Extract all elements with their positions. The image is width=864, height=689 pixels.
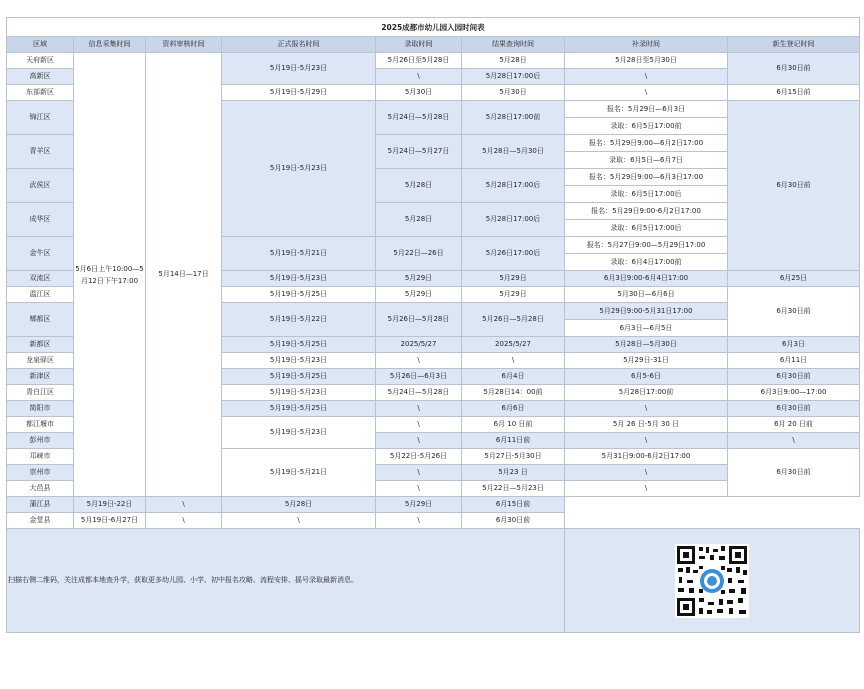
- table-cell: 5月30日: [376, 85, 462, 101]
- header-enroll: 新生登记时间: [728, 37, 860, 53]
- region-cell: 崇州市: [7, 465, 74, 481]
- table-cell: 5月19日-5月23日: [222, 101, 376, 237]
- region-cell: 温江区: [7, 287, 74, 303]
- table-cell: 报名：5月29日—6月3日: [565, 101, 728, 118]
- table-cell: 录取：6月5日17:00后: [565, 220, 728, 237]
- table-cell: 5月19日-5月22日: [222, 303, 376, 337]
- region-cell: 蒲江县: [7, 497, 74, 513]
- table-cell: 6月3日: [728, 337, 860, 353]
- table-cell: 5月24日—5月28日: [376, 385, 462, 401]
- table-cell: 5月29日: [462, 287, 565, 303]
- table-cell: 5月26日17:00后: [462, 237, 565, 271]
- header-result: 结果查询时间: [462, 37, 565, 53]
- table-cell: 6月30日前: [728, 449, 860, 497]
- table-cell: 5月28日—5月30日: [565, 337, 728, 353]
- table-cell: 5月30日—6月6日: [565, 287, 728, 303]
- table-cell: 6月6日: [462, 401, 565, 417]
- table-cell: \: [565, 69, 728, 85]
- table-cell: 5月19日-5月21日: [222, 449, 376, 497]
- table-cell: 5月19日-22日: [74, 497, 146, 513]
- table-cell: 5月19日-5月29日: [222, 85, 376, 101]
- table-cell: \: [376, 465, 462, 481]
- table-cell: 5月26日—5月28日: [376, 303, 462, 337]
- table-cell: 6月11日: [728, 353, 860, 369]
- header-admit: 录取时间: [376, 37, 462, 53]
- review-time-cell: 5月14日—17日: [146, 53, 222, 497]
- table-title: 2025成都市幼儿园入园时间表: [7, 18, 860, 37]
- table-cell: \: [376, 513, 462, 529]
- table-cell: 5月22日—26日: [376, 237, 462, 271]
- table-cell: 5月31日9:00-6月2日17:00: [565, 449, 728, 465]
- table-cell: 5月28日: [376, 203, 462, 237]
- region-cell: 武侯区: [7, 169, 74, 203]
- header-supplement: 补录时间: [565, 37, 728, 53]
- table-cell: \: [376, 433, 462, 449]
- region-cell: 青白江区: [7, 385, 74, 401]
- region-cell: 高新区: [7, 69, 74, 85]
- table-cell: 6月30日前: [728, 101, 860, 271]
- table-cell: 6月3日—6月5日: [565, 320, 728, 337]
- table-cell: 5月19日-5月25日: [222, 401, 376, 417]
- table-cell: 6月15日前: [728, 85, 860, 101]
- table-cell: 报名：5月29日9:00—6月3日17:00: [565, 169, 728, 186]
- region-cell: 简阳市: [7, 401, 74, 417]
- table-cell: \: [565, 401, 728, 417]
- qr-code-icon[interactable]: [675, 544, 749, 618]
- table-cell: 5月28日: [462, 53, 565, 69]
- schedule-table: [6, 17, 860, 633]
- table-cell: 6月30日前: [728, 401, 860, 417]
- table-cell: 6月30日前: [728, 369, 860, 385]
- table-cell: 5月28日17:00前: [462, 101, 565, 135]
- region-cell: 双流区: [7, 271, 74, 287]
- table-cell: \: [376, 417, 462, 433]
- region-cell: 郫都区: [7, 303, 74, 337]
- table-cell: 5月28日—5月30日: [462, 135, 565, 169]
- table-cell: \: [376, 353, 462, 369]
- table-cell: 6月30日前: [462, 513, 565, 529]
- table-cell: 5月29日: [462, 271, 565, 287]
- table-cell: 5月28日17:00后: [462, 203, 565, 237]
- table-cell: \: [565, 465, 728, 481]
- table-cell: 5月22日-5月26日: [376, 449, 462, 465]
- table-cell: 5月 26 日-5月 30 日: [565, 417, 728, 433]
- table-cell: 报名：5月29日9:00—6月2日17:00: [565, 135, 728, 152]
- region-cell: 成华区: [7, 203, 74, 237]
- header-review: 资料审核时间: [146, 37, 222, 53]
- table-cell: 5月29日9:00-5月31日17:00: [565, 303, 728, 320]
- table-cell: 5月29日: [376, 287, 462, 303]
- region-cell: 彭州市: [7, 433, 74, 449]
- table-cell: 5月26日至5月28日: [376, 53, 462, 69]
- table-cell: 6月5-6日: [565, 369, 728, 385]
- region-cell: 天府新区: [7, 53, 74, 69]
- table-cell: \: [462, 353, 565, 369]
- table-cell: 5月19日-5月25日: [222, 369, 376, 385]
- table-cell: 6月3日9:00-6月4日17:00: [565, 271, 728, 287]
- table-cell: \: [376, 69, 462, 85]
- table-cell: 录取：6月5日17:00前: [565, 118, 728, 135]
- table-cell: 5月26日—6月3日: [376, 369, 462, 385]
- table-cell: 5月28日17:00后: [462, 169, 565, 203]
- region-cell: 邛崃市: [7, 449, 74, 465]
- table-cell: 5月19日-5月23日: [222, 53, 376, 85]
- header-region: 区域: [7, 37, 74, 53]
- header-register: 正式报名时间: [222, 37, 376, 53]
- table-cell: \: [376, 481, 462, 497]
- table-cell: 5月19日-5月23日: [222, 385, 376, 401]
- region-cell: 都江堰市: [7, 417, 74, 433]
- table-cell: 5月23 日: [462, 465, 565, 481]
- collect-time-cell: 5月6日上午10:00—5月12日下午17:00: [74, 53, 146, 497]
- table-cell: 5月28日: [222, 497, 376, 513]
- table-cell: 5月19日-5月23日: [222, 271, 376, 287]
- table-cell: 5月29日: [376, 271, 462, 287]
- table-cell: 5月28日17:00前: [565, 385, 728, 401]
- table-cell: 5月19日-5月21日: [222, 237, 376, 271]
- footer-text: 扫描右侧二维码，关注成都本地查升学，获取更多幼儿园、小学、初中报名攻略、流程安排、摇号录取最新消息。: [7, 529, 565, 633]
- table-cell: 录取：6月4日17:00前: [565, 254, 728, 271]
- table-cell: 5月24日—5月27日: [376, 135, 462, 169]
- table-cell: \: [146, 513, 222, 529]
- table-cell: 5月19日-5月23日: [222, 353, 376, 369]
- table-cell: 5月22日—5月23日: [462, 481, 565, 497]
- region-cell: 大邑县: [7, 481, 74, 497]
- table-cell: 6月11日前: [462, 433, 565, 449]
- table-cell: 录取：6月5日—6月7日: [565, 152, 728, 169]
- table-cell: 6月30日前: [728, 287, 860, 337]
- table-cell: \: [728, 433, 860, 449]
- table-cell: 报名：5月27日9:00—5月29日17:00: [565, 237, 728, 254]
- table-cell: 5月30日: [462, 85, 565, 101]
- region-cell: 金牛区: [7, 237, 74, 271]
- enrollment-schedule: [6, 17, 859, 633]
- table-cell: \: [565, 85, 728, 101]
- table-cell: 6月3日9:00—17:00: [728, 385, 860, 401]
- region-cell: 金堂县: [7, 513, 74, 529]
- table-cell: 5月19日-5月23日: [222, 417, 376, 449]
- table-cell: 2025/5/27: [462, 337, 565, 353]
- table-cell: 6月15日前: [462, 497, 565, 513]
- table-cell: 6月 20 日前: [728, 417, 860, 433]
- table-cell: 5月19日-5月25日: [222, 337, 376, 353]
- table-cell: 6月30日前: [728, 53, 860, 85]
- table-cell: 6月4日: [462, 369, 565, 385]
- header-collect: 信息采集时间: [74, 37, 146, 53]
- region-cell: 锦江区: [7, 101, 74, 135]
- table-cell: 5月28日14：00前: [462, 385, 565, 401]
- table-cell: 5月28日至5月30日: [565, 53, 728, 69]
- table-cell: 5月29日: [376, 497, 462, 513]
- table-cell: 报名：5月29日9:00-6月2日17:00: [565, 203, 728, 220]
- table-cell: \: [565, 433, 728, 449]
- table-cell: 2025/5/27: [376, 337, 462, 353]
- header-row: [7, 37, 860, 53]
- region-cell: 新都区: [7, 337, 74, 353]
- table-cell: 录取：6月5日17:00后: [565, 186, 728, 203]
- table-cell: 5月19日-6月27日: [74, 513, 146, 529]
- table-cell: 6月 10 日前: [462, 417, 565, 433]
- table-cell: \: [565, 481, 728, 497]
- qr-cell: [565, 529, 860, 633]
- table-cell: 5月26日—5月28日: [462, 303, 565, 337]
- table-cell: 5月24日—5月28日: [376, 101, 462, 135]
- table-cell: 5月28日: [376, 169, 462, 203]
- table-cell: 5月28日17:00后: [462, 69, 565, 85]
- table-cell: \: [222, 513, 376, 529]
- region-cell: 龙泉驿区: [7, 353, 74, 369]
- region-cell: 青羊区: [7, 135, 74, 169]
- table-cell: 5月29日-31日: [565, 353, 728, 369]
- region-cell: 新津区: [7, 369, 74, 385]
- table-cell: 5月27日-5月30日: [462, 449, 565, 465]
- region-cell: 东部新区: [7, 85, 74, 101]
- table-cell: \: [376, 401, 462, 417]
- table-cell: \: [146, 497, 222, 513]
- table-cell: 5月19日-5月25日: [222, 287, 376, 303]
- table-cell: 6月25日: [728, 271, 860, 287]
